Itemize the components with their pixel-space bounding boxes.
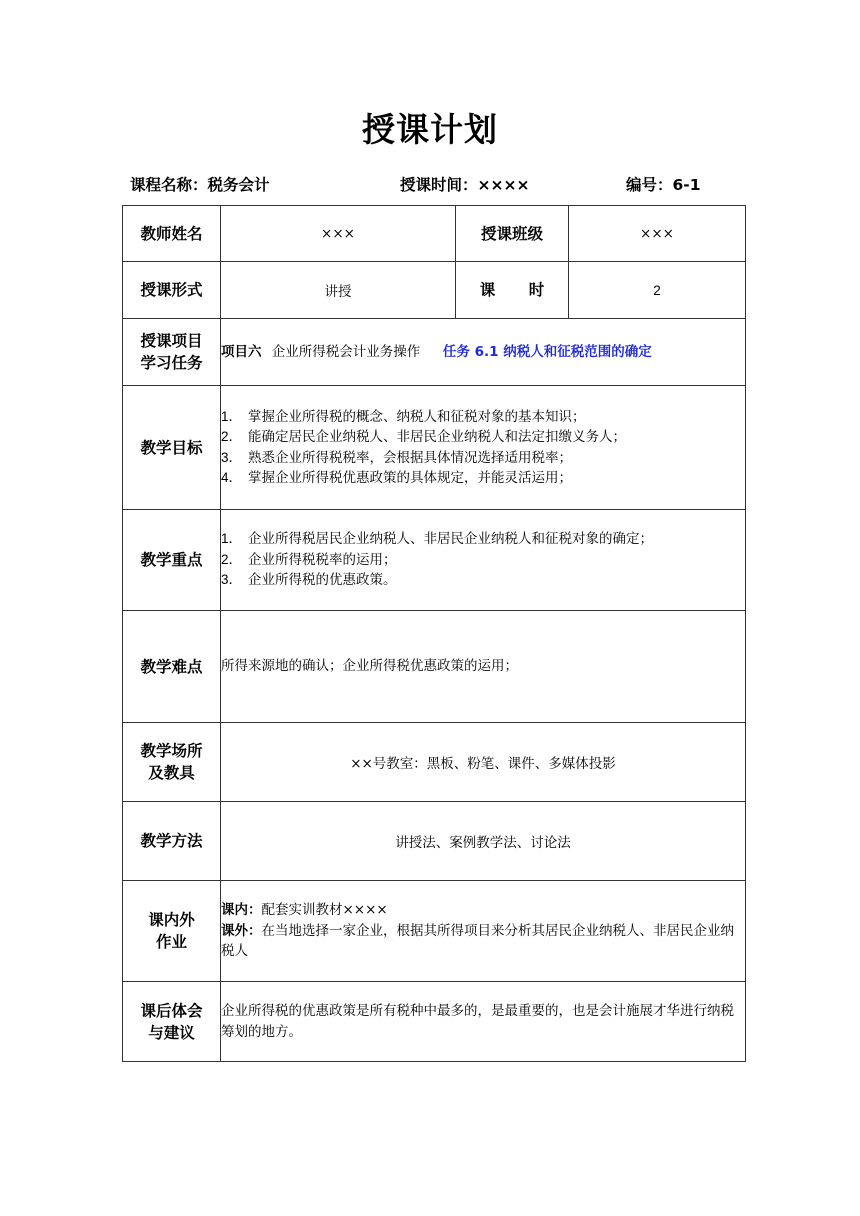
- table-row: [123, 510, 746, 611]
- task-title: 任务 6.1 纳税人和征税范围的确定: [442, 343, 652, 360]
- homework-inner-text: 配套实训教材××××: [261, 902, 388, 919]
- homework-label-line1: 课内外: [148, 911, 195, 929]
- list-item: 2． 能确定居民企业纳税人、非居民企业纳税人和法定扣缴义务人；: [221, 429, 627, 445]
- class-value: ×××: [569, 206, 746, 262]
- difficulties-content: 所得来源地的确认；企业所得税优惠政策的运用；: [221, 611, 746, 723]
- reflection-label: [123, 982, 221, 1062]
- project-name: 企业所得税会计业务操作: [271, 343, 421, 360]
- project-prefix: 项目六: [221, 343, 262, 360]
- lesson-plan-table: [122, 205, 746, 1062]
- objectives-content: [221, 386, 746, 510]
- reflection-label-line2: 与建议: [148, 1023, 195, 1042]
- table-row: [123, 982, 746, 1062]
- objectives-label: 教学目标: [123, 386, 221, 510]
- project-task-label-line1: 授课项目: [140, 332, 203, 350]
- class-hours-label: [456, 262, 569, 319]
- project-task-content: [221, 319, 746, 386]
- teacher-name-value: ×××: [221, 206, 456, 262]
- teaching-form-value: 讲授: [221, 262, 456, 319]
- homework-outer-text: 在当地选择一家企业，根据其所得项目来分析其居民企业纳税人、非居民企业纳税人: [221, 922, 734, 960]
- list-item: 1． 企业所得税居民企业纳税人、非居民企业纳税人和征税对象的确定；: [221, 531, 654, 548]
- table-row: [123, 319, 746, 386]
- table-row: [123, 881, 746, 982]
- homework-label: [123, 881, 221, 982]
- table-row: [123, 723, 746, 802]
- homework-label-line2: 作业: [155, 933, 187, 951]
- list-item: 4． 掌握企业所得税优惠政策的具体规定，并能灵活运用；: [221, 470, 573, 486]
- lesson-time: 授课时间：××××: [400, 176, 530, 194]
- class-hours-label-text: 课 时: [479, 281, 545, 299]
- key-points-content: [221, 510, 746, 611]
- homework-content: [221, 881, 746, 982]
- table-row: [123, 206, 746, 262]
- methods-label: 教学方法: [123, 802, 221, 881]
- document-title: 授课计划: [362, 110, 498, 149]
- plan-number: 编号：6-1: [626, 176, 701, 194]
- reflection-label-line1: 课后体会: [140, 1001, 203, 1020]
- venue-label-line2: 及教具: [148, 764, 195, 782]
- list-item: 3． 企业所得税的优惠政策。: [221, 572, 397, 589]
- table-row: [123, 262, 746, 319]
- key-points-label: 教学重点: [123, 510, 221, 611]
- project-task-label-line2: 学习任务: [140, 354, 203, 372]
- venue-label: [123, 723, 221, 802]
- header-meta: [130, 171, 730, 195]
- project-task-label: [123, 319, 221, 386]
- class-hours-value: 2: [569, 262, 746, 319]
- list-item: 3． 熟悉企业所得税税率，会根据具体情况选择适用税率；: [221, 449, 573, 466]
- table-row: [123, 611, 746, 723]
- reflection-content: 企业所得税的优惠政策是所有税种中最多的，是最重要的，也是会计施展才华进行纳税筹划的地方。: [221, 982, 746, 1062]
- difficulties-label: 教学难点: [123, 611, 221, 723]
- homework-inner-label: 课内：: [221, 902, 262, 919]
- table-row: [123, 802, 746, 881]
- teaching-form-label: 授课形式: [123, 262, 221, 319]
- list-item: 2． 企业所得税税率的运用；: [221, 551, 397, 568]
- homework-outer-label: 课外：: [221, 922, 262, 939]
- class-label: 授课班级: [456, 206, 569, 262]
- list-item: 1． 掌握企业所得税的概念、纳税人和征税对象的基本知识；: [221, 408, 586, 425]
- venue-label-line1: 教学场所: [140, 742, 203, 760]
- teacher-name-label: 教师姓名: [123, 206, 221, 262]
- table-row: [123, 386, 746, 510]
- methods-content: 讲授法、案例教学法、讨论法: [221, 802, 746, 881]
- venue-content: ××号教室：黑板、粉笔、课件、多媒体投影: [221, 723, 746, 802]
- course-name: 课程名称：税务会计: [130, 176, 270, 194]
